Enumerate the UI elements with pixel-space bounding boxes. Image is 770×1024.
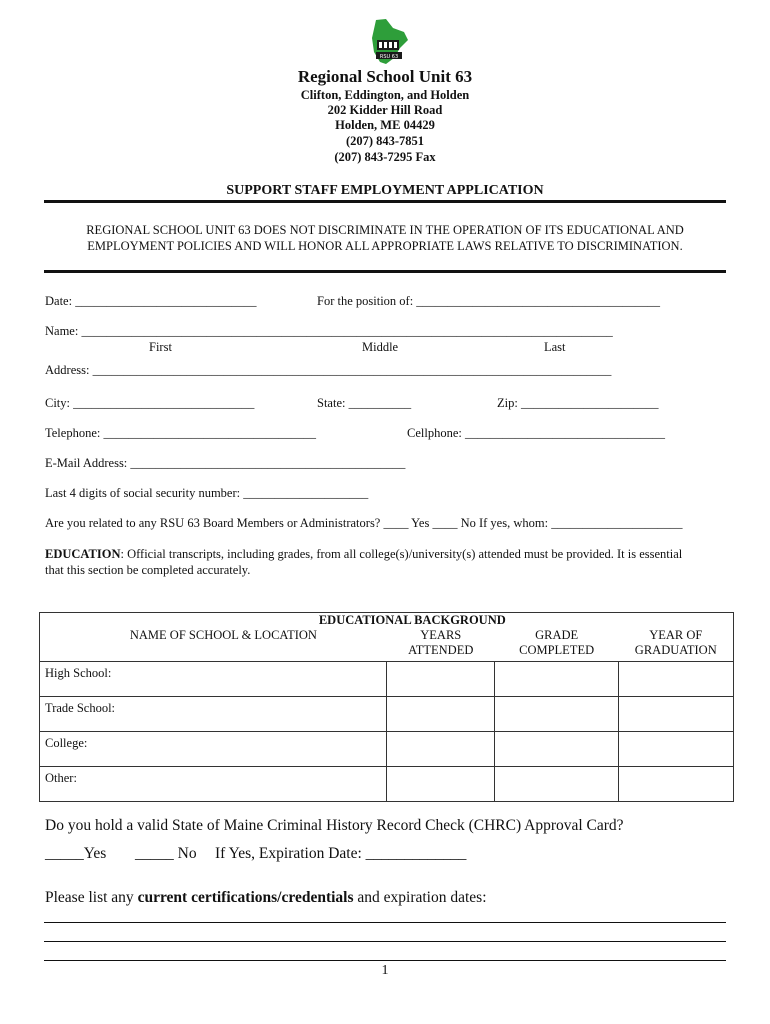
col-name-label: NAME OF SCHOOL & LOCATION	[129, 628, 317, 642]
graduation-cell[interactable]	[619, 732, 734, 767]
email-field[interactable]: E-Mail Address: ____________________________________________	[45, 456, 406, 470]
name-last-label: Last	[544, 340, 566, 354]
col-years-label-1: YEARS	[420, 628, 462, 642]
ssn-field[interactable]: Last 4 digits of social security number: ____________________	[45, 486, 369, 500]
education-text: : Official transcripts, including grades, from all college(s)/university(s) attended must be provided. It is essential	[120, 547, 683, 561]
table-title: EDUCATIONAL BACKGROUND	[318, 613, 506, 627]
certifications-line-1[interactable]	[44, 922, 726, 923]
zip-field[interactable]: Zip: ______________________	[497, 396, 659, 410]
page-number: 1	[381, 963, 389, 978]
chrc-question: Do you hold a valid State of Maine Criminal History Record Check (CHRC) Approval Card?	[45, 817, 624, 834]
education-note-1	[45, 547, 682, 562]
grade-cell[interactable]	[495, 732, 619, 767]
certifications-prompt	[45, 889, 487, 907]
header-street: 202 Kidder Hill Road	[327, 103, 443, 117]
grade-cell[interactable]	[495, 662, 619, 697]
name-first-label: First	[149, 340, 172, 354]
graduation-cell[interactable]	[619, 662, 734, 697]
name-field[interactable]: Name: _____________________________________________________________________________________	[45, 324, 613, 338]
education-table-header	[40, 613, 734, 662]
graduation-cell[interactable]	[619, 697, 734, 732]
grade-cell[interactable]	[495, 767, 619, 802]
education-table	[39, 612, 734, 802]
chrc-no-field[interactable]: _____ No	[135, 845, 197, 862]
form-title: SUPPORT STAFF EMPLOYMENT APPLICATION	[226, 183, 544, 198]
years-cell[interactable]	[387, 732, 495, 767]
certs-suffix: and expiration dates:	[353, 889, 487, 906]
years-cell[interactable]	[387, 662, 495, 697]
education-label: EDUCATION	[45, 547, 121, 561]
logo-label: RSU 63	[379, 54, 399, 60]
certs-prefix: Please list any	[45, 889, 138, 906]
row-label-trade-school[interactable]: Trade School:	[40, 697, 387, 732]
header-towns: Clifton, Eddington, and Holden	[300, 88, 470, 102]
row-label-college[interactable]: College:	[40, 732, 387, 767]
col-grade-label-2: COMPLETED	[519, 643, 595, 657]
header-fax: (207) 843-7295 Fax	[334, 150, 436, 164]
certifications-line-2[interactable]	[44, 941, 726, 942]
city-field[interactable]: City: _____________________________	[45, 396, 255, 410]
divider-bottom	[44, 270, 726, 273]
table-row	[40, 732, 734, 767]
certs-bold: current certifications/credentials	[137, 889, 354, 906]
col-grade-label-1: GRADE	[535, 628, 579, 642]
col-years-header	[318, 613, 506, 662]
state-field[interactable]: State: __________	[317, 396, 412, 410]
name-middle-label: Middle	[362, 340, 399, 354]
date-field[interactable]: Date: _____________________________	[45, 294, 257, 308]
cellphone-field[interactable]: Cellphone: ________________________________	[407, 426, 665, 440]
grade-cell[interactable]	[495, 697, 619, 732]
header-phone: (207) 843-7851	[345, 134, 425, 148]
graduation-cell[interactable]	[619, 767, 734, 802]
chrc-yes-field[interactable]: _____Yes	[45, 845, 107, 862]
col-year-label-1: YEAR OF	[649, 628, 703, 642]
education-note-2: that this section be completed accurately.	[45, 563, 251, 577]
table-row	[40, 697, 734, 732]
col-year-label-2: GRADUATION	[634, 643, 717, 657]
notice-line-1: REGIONAL SCHOOL UNIT 63 DOES NOT DISCRIMINATE IN THE OPERATION OF ITS EDUCATIONAL AND	[86, 223, 684, 237]
address-field[interactable]: Address: ___________________________________________________________________________________	[45, 363, 612, 377]
position-field[interactable]: For the position of: _______________________________________	[317, 294, 661, 308]
table-row	[40, 662, 734, 697]
years-cell[interactable]	[387, 697, 495, 732]
rsu63-logo	[366, 18, 410, 66]
chrc-expiration-field[interactable]: If Yes, Expiration Date: _____________	[215, 845, 467, 862]
related-question[interactable]: Are you related to any RSU 63 Board Members or Administrators? ____ Yes ____ No If yes, whom: _____________________	[45, 516, 683, 530]
divider-top	[44, 200, 726, 203]
maine-map-logo-icon	[366, 18, 410, 66]
years-cell[interactable]	[387, 767, 495, 802]
page-title: Regional School Unit 63	[297, 67, 473, 86]
col-years-label-2: ATTENDED	[408, 643, 474, 657]
header-city: Holden, ME 04429	[335, 118, 435, 132]
telephone-field[interactable]: Telephone: __________________________________	[45, 426, 316, 440]
table-row	[40, 767, 734, 802]
row-label-high-school[interactable]: High School:	[40, 662, 387, 697]
row-label-other[interactable]: Other:	[40, 767, 387, 802]
notice-line-2: EMPLOYMENT POLICIES AND WILL HONOR ALL APPROPRIATE LAWS RELATIVE TO DISCRIMINATION.	[87, 239, 683, 253]
certifications-line-3[interactable]	[44, 960, 726, 961]
